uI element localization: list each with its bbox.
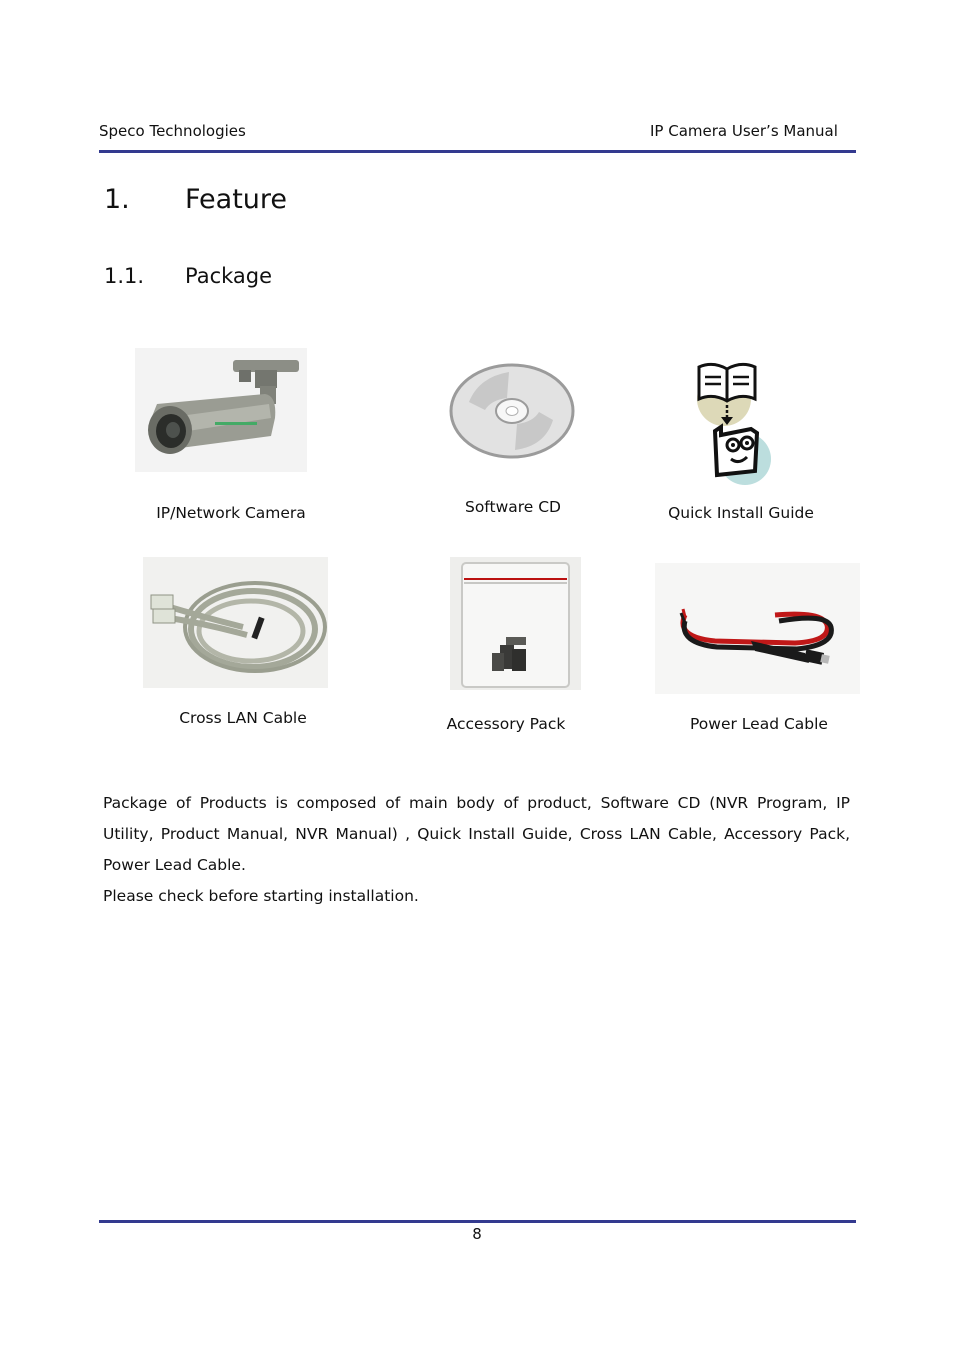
header-right: IP Camera User’s Manual [650, 122, 838, 140]
body-paragraph-2: Please check before starting installation. [103, 887, 419, 905]
body-text [103, 788, 850, 912]
item-caption-camera: IP/Network Camera [156, 504, 306, 522]
header-left: Speco Technologies [99, 122, 246, 140]
section-title: Feature [185, 184, 288, 215]
footer-rule [99, 1220, 856, 1223]
accessory-bag-icon [450, 557, 581, 690]
item-caption-cd: Software CD [464, 498, 561, 516]
subsection-number: 1.1. [104, 264, 145, 288]
camera-icon [135, 348, 307, 472]
section-number: 1. [104, 184, 130, 215]
item-caption-accessory: Accessory Pack [446, 715, 566, 733]
page-number: 8 [472, 1225, 482, 1243]
guide-book-icon [693, 361, 773, 489]
subsection-title: Package [185, 264, 273, 288]
item-caption-guide: Quick Install Guide [668, 504, 814, 522]
body-paragraph-1: Package of Products is composed of main body of product, Software CD (NVR Program, IP Utility, Product Manual, NVR Manual) , Quick Install Guide, Cross LAN Cable, Accessory Pack, Power Lead Cable. [103, 794, 850, 874]
lan-cable-icon [143, 557, 328, 688]
cd-icon [449, 362, 575, 460]
header-rule [99, 150, 856, 153]
item-caption-power: Power Lead Cable [690, 715, 828, 733]
power-cable-icon [655, 563, 860, 694]
item-caption-lan: Cross LAN Cable [179, 709, 307, 727]
